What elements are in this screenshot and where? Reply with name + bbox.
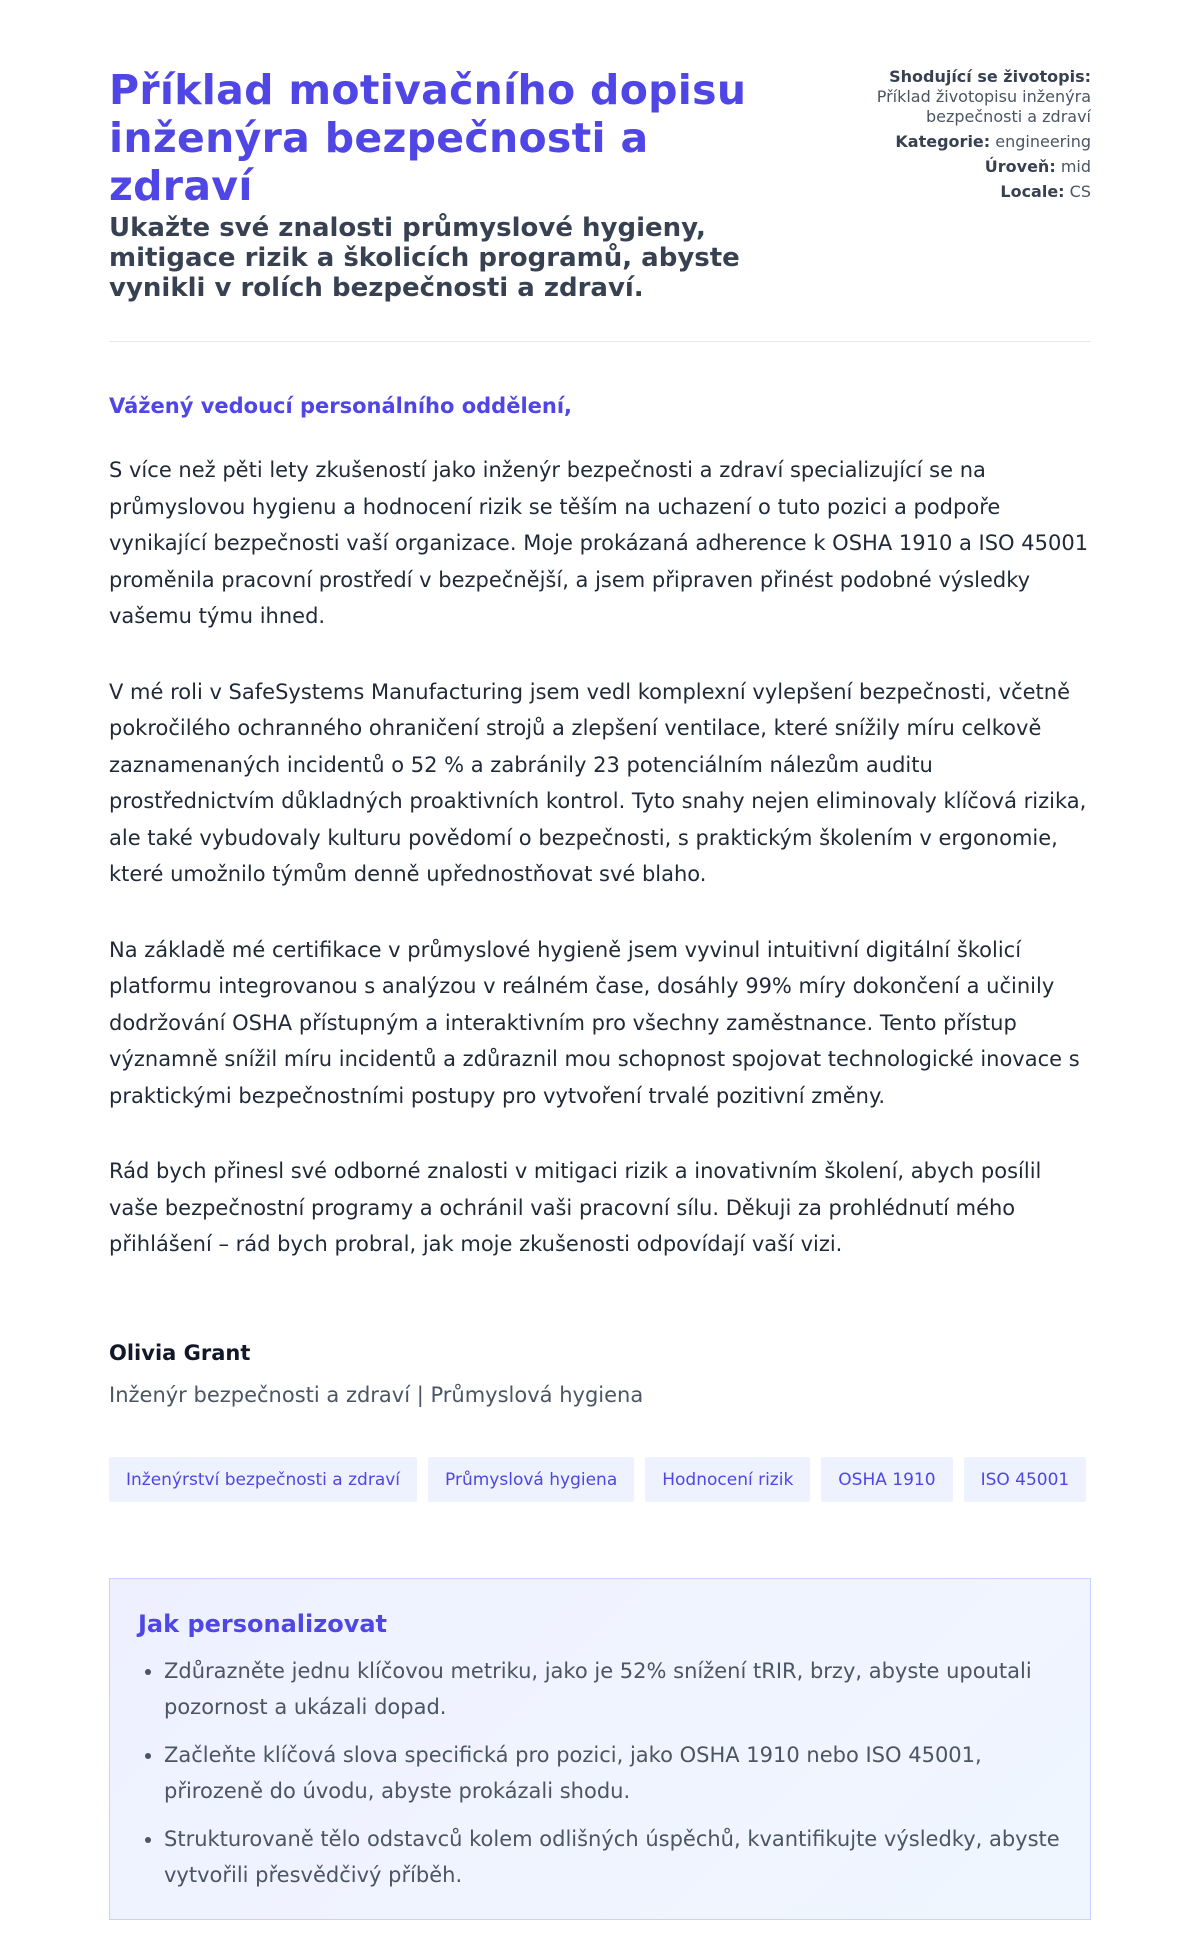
- salutation: Vážený vedoucí personálního oddělení,: [109, 394, 573, 418]
- signature-name: Olivia Grant: [109, 1340, 251, 1365]
- signature-title: Inženýr bezpečnosti a zdraví | Průmyslová hygiena: [109, 1382, 644, 1407]
- category-value: engineering: [995, 132, 1091, 151]
- header: [109, 0, 1091, 303]
- letter-paragraph-3: Na základě mé certifikace v průmyslové hygieně jsem vyvinul intuitivní digitální školicí platformu integrovanou s analýzou v reálném čase, dosáhly 99% míry dokončení a učinily dodržování OSHA přístupným a interaktivním pro všechny zaměstnance. Tento přístup významně snížil míru incidentů a zdůraznil mou schopnost spojovat technologické inovace s praktickými bezpečnostními postupy pro vytvoření trvalé pozitivní změny.: [109, 937, 1080, 1108]
- level-label: Úroveň:: [984, 157, 1056, 176]
- tip-item: • Zdůrazněte jednu klíčovou metriku, jako je 52% snížení tRIR, brzy, abyste upoutali pozornost a ukázali dopad.: [164, 1653, 1062, 1725]
- tips-title: Jak personalizovat: [138, 1609, 388, 1638]
- personalization-tips-box: [109, 1578, 1091, 1920]
- category-label: Kategorie:: [895, 132, 991, 151]
- tip-item: • Začleňte klíčová slova specifická pro pozici, jako OSHA 1910 nebo ISO 45001, přirozeně do úvodu, abyste prokázali shodu.: [164, 1737, 1062, 1809]
- page-subtitle: Ukažte své znalosti průmyslové hygieny, mitigace rizik a školicích programů, abyste vynikli v rolích bezpečnosti a zdraví.: [109, 213, 740, 303]
- meta-panel: [803, 66, 1091, 207]
- page-title: Příklad motivačního dopisu inženýra bezpečnosti a zdraví: [109, 66, 747, 210]
- matching-resume-link[interactable]: Příklad životopisu inženýra bezpečnosti a zdraví: [876, 87, 1091, 126]
- locale-label: Locale:: [1000, 182, 1065, 201]
- tag-industrial-hygiene[interactable]: Průmyslová hygiena: [428, 1457, 634, 1502]
- tag-safety-engineering[interactable]: Inženýrství bezpečnosti a zdraví: [109, 1457, 417, 1502]
- keyword-tags: [109, 1457, 1091, 1502]
- tag-osha-1910[interactable]: OSHA 1910: [821, 1457, 952, 1502]
- header-left: [109, 66, 803, 303]
- level-row: [803, 157, 1091, 177]
- letter-paragraph-2: V mé roli v SafeSystems Manufacturing jsem vedl komplexní vylepšení bezpečnosti, včetně pokročilého ochranného ohraničení strojů a zlepšení ventilace, které snížily míru celkově zaznamenaných incidentů o 52 % a zabránily 23 potenciálním nálezům auditu prostřednictvím důkladných proaktivních kontrol. Tyto snahy nejen eliminovaly klíčová rizika, ale také vybudovaly kulturu povědomí o bezpečnosti, s praktickým školením v ergonomie, které umožnilo týmům denně upřednostňovat své blaho.: [109, 679, 1087, 886]
- locale-row: [803, 182, 1091, 202]
- tag-risk-assessment[interactable]: Hodnocení rizik: [645, 1457, 810, 1502]
- tip-item: • Strukturovaně tělo odstavců kolem odlišných úspěchů, kvantifikujte výsledky, abyste vytvořili přesvědčivý příběh.: [164, 1821, 1062, 1893]
- matching-resume-label: [803, 67, 1091, 87]
- tips-list: [138, 1653, 1062, 1893]
- category-row: [803, 132, 1091, 152]
- locale-value: CS: [1069, 182, 1091, 201]
- letter-paragraph-4: Rád bych přinesl své odborné znalosti v mitigaci rizik a inovativním školení, abych posílil vaše bezpečnostní programy a ochránil vaši pracovní sílu. Děkuji za prohlédnutí mého přihlášení – rád bych probral, jak moje zkušenosti odpovídají vaší vizi.: [109, 1159, 1042, 1256]
- level-value: mid: [1060, 157, 1091, 176]
- matching-resume-label-text: Shodující se životopis:: [889, 67, 1091, 86]
- tag-iso-45001[interactable]: ISO 45001: [964, 1457, 1087, 1502]
- letter-paragraph-1: S více než pěti lety zkušeností jako inženýr bezpečnosti a zdraví specializující se na průmyslovou hygienu a hodnocení rizik se těším na uchazení o tuto pozici a podpoře vynikající bezpečnosti vaší organizace. Moje prokázaná adherence k OSHA 1910 a ISO 45001 proměnila pracovní prostředí v bezpečnější, a jsem připraven přinést podobné výsledky vašemu týmu ihned.: [109, 458, 1089, 628]
- header-divider: [109, 341, 1091, 342]
